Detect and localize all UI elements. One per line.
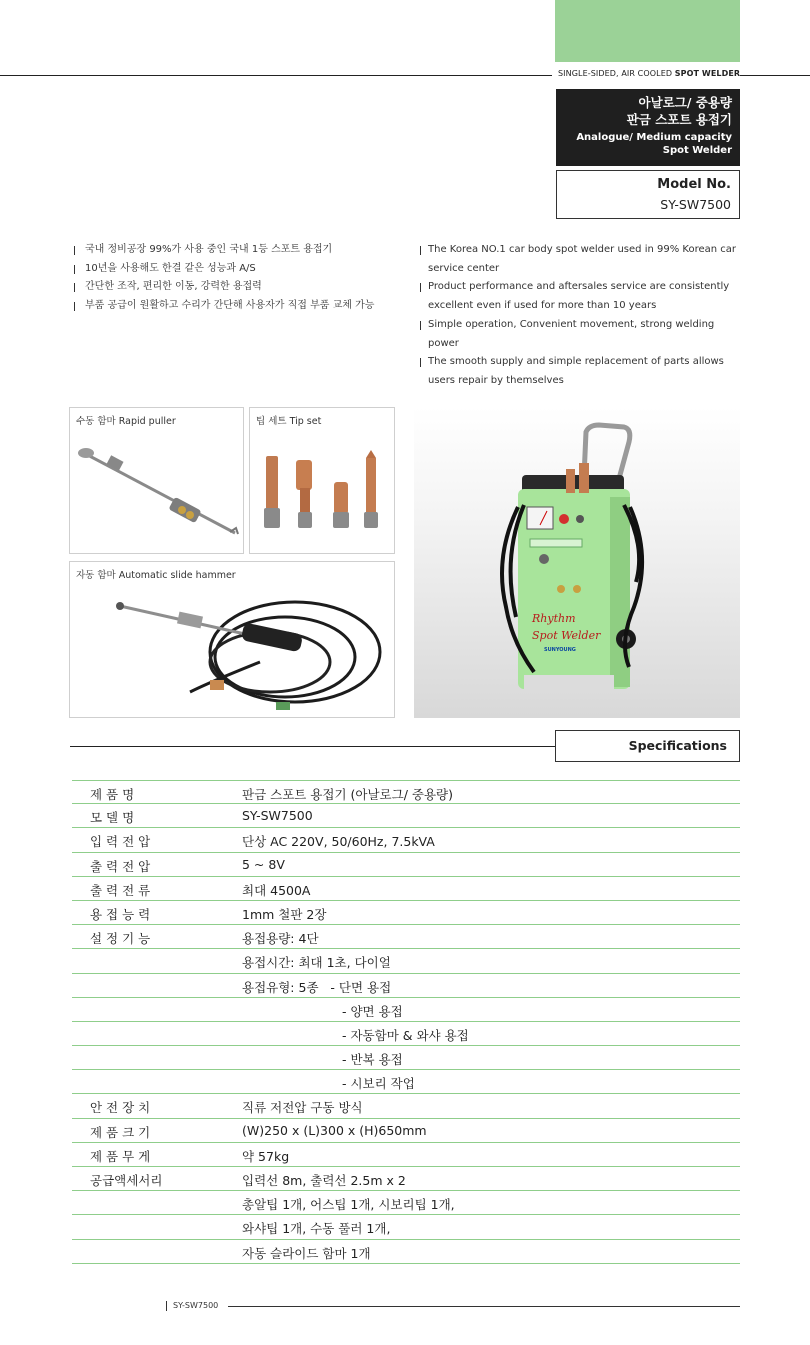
table-row: 자동 슬라이드 함마 1개: [72, 1240, 740, 1264]
feature-en-item: Simple operation, Convenient movement, strong welding power: [418, 316, 748, 353]
features-kr: [72, 241, 402, 316]
footer-bar: [166, 1301, 167, 1311]
table-row: 모 델 명 SY-SW7500: [72, 804, 740, 828]
feature-en-item: The Korea NO.1 car body spot welder used in 99% Korean car service center: [418, 241, 748, 278]
machine-brand: SUNYOUNG: [544, 647, 576, 653]
table-row: - 양면 용접: [72, 998, 740, 1022]
table-row: 용접시간: 최대 1초, 다이얼: [72, 949, 740, 973]
category-label: SINGLE-SIDED, AIR COOLED SPOT WELDER: [558, 69, 741, 78]
model-value: SY-SW7500: [660, 197, 731, 212]
rapid-puller-photo: [69, 407, 244, 554]
table-row: 출 력 전 류 최대 4500A: [72, 877, 740, 901]
machine-label-2: Spot Welder: [532, 629, 601, 642]
table-row: 제 품 명 판금 스포트 용접기 (아날로그/ 중용량): [72, 780, 740, 804]
footer-model: SY-SW7500: [173, 1301, 219, 1310]
feature-en-item: Product performance and aftersales service are consistently excellent even if used for more than 10 years: [418, 278, 748, 315]
title-kr-line2: 판금 스포트 용접기: [626, 112, 732, 127]
feature-kr-item: 간단한 조작, 편리한 이동, 강력한 용접력: [72, 278, 402, 297]
table-row: 출 력 전 압 5 ~ 8V: [72, 853, 740, 877]
table-row: - 반복 용접: [72, 1046, 740, 1070]
machine-label-1: Rhythm: [532, 612, 576, 625]
table-row: 안 전 장 치 직류 저전압 구동 방식: [72, 1094, 740, 1118]
table-row: - 시보리 작업: [72, 1070, 740, 1094]
feature-kr-item: 국내 정비공장 99%가 사용 중인 국내 1등 스포트 용접기: [72, 241, 402, 260]
specifications-heading: Specifications: [555, 730, 740, 762]
table-row: 제 품 크 기 (W)250 x (L)300 x (H)650mm: [72, 1119, 740, 1143]
slide-hammer-photo: [69, 561, 395, 718]
spec-rule: [70, 746, 555, 747]
title-en-line1: Analogue/ Medium capacity: [576, 132, 732, 143]
rapid-puller-caption: 수동 함마 Rapid puller: [76, 416, 176, 427]
table-row: 입 력 전 압 단상 AC 220V, 50/60Hz, 7.5kVA: [72, 828, 740, 852]
table-row: 용 접 능 력 1mm 철판 2장: [72, 901, 740, 925]
footer-rule: [228, 1306, 740, 1307]
title-en-line2: Spot Welder: [662, 145, 732, 156]
top-rule: [0, 75, 552, 76]
table-row: 용접유형: 5종 - 단면 용접: [72, 974, 740, 998]
title-kr-line1: 아날로그/ 중용량: [638, 95, 732, 110]
green-tab: [555, 0, 740, 62]
tip-set-photo: [249, 407, 395, 554]
rapid-puller-image: [70, 408, 244, 554]
tip-set-caption: 팁 세트 Tip set: [256, 416, 322, 427]
feature-en-item: The smooth supply and simple replacement of parts allows users repair by themselves: [418, 353, 748, 390]
spot-welder-image: [414, 407, 740, 718]
table-row: - 자동함마 & 와샤 용접: [72, 1022, 740, 1046]
title-box: [556, 89, 740, 166]
model-label: Model No.: [657, 177, 731, 192]
table-row: 와샤팁 1개, 수동 풀러 1개,: [72, 1215, 740, 1239]
table-row: 설 정 기 능 용접용량: 4단: [72, 925, 740, 949]
features-en: [418, 241, 748, 391]
spec-table: [72, 780, 740, 1264]
tip-set-image: [250, 408, 395, 554]
spot-welder-photo: [414, 407, 740, 718]
slide-hammer-image: [70, 562, 395, 718]
feature-kr-item: 부품 공급이 원활하고 수리가 간단해 사용자가 직접 부품 교체 가능: [72, 297, 402, 316]
model-box: [556, 170, 740, 219]
slide-hammer-caption: 자동 함마 Automatic slide hammer: [76, 570, 236, 581]
top-rule-right: [740, 75, 810, 76]
feature-kr-item: 10년을 사용해도 한결 같은 성능과 A/S: [72, 260, 402, 279]
table-row: 총알팁 1개, 어스팁 1개, 시보리팁 1개,: [72, 1191, 740, 1215]
table-row: 공급액세서리 입력선 8m, 출력선 2.5m x 2: [72, 1167, 740, 1191]
table-row: 제 품 무 게 약 57kg: [72, 1143, 740, 1167]
